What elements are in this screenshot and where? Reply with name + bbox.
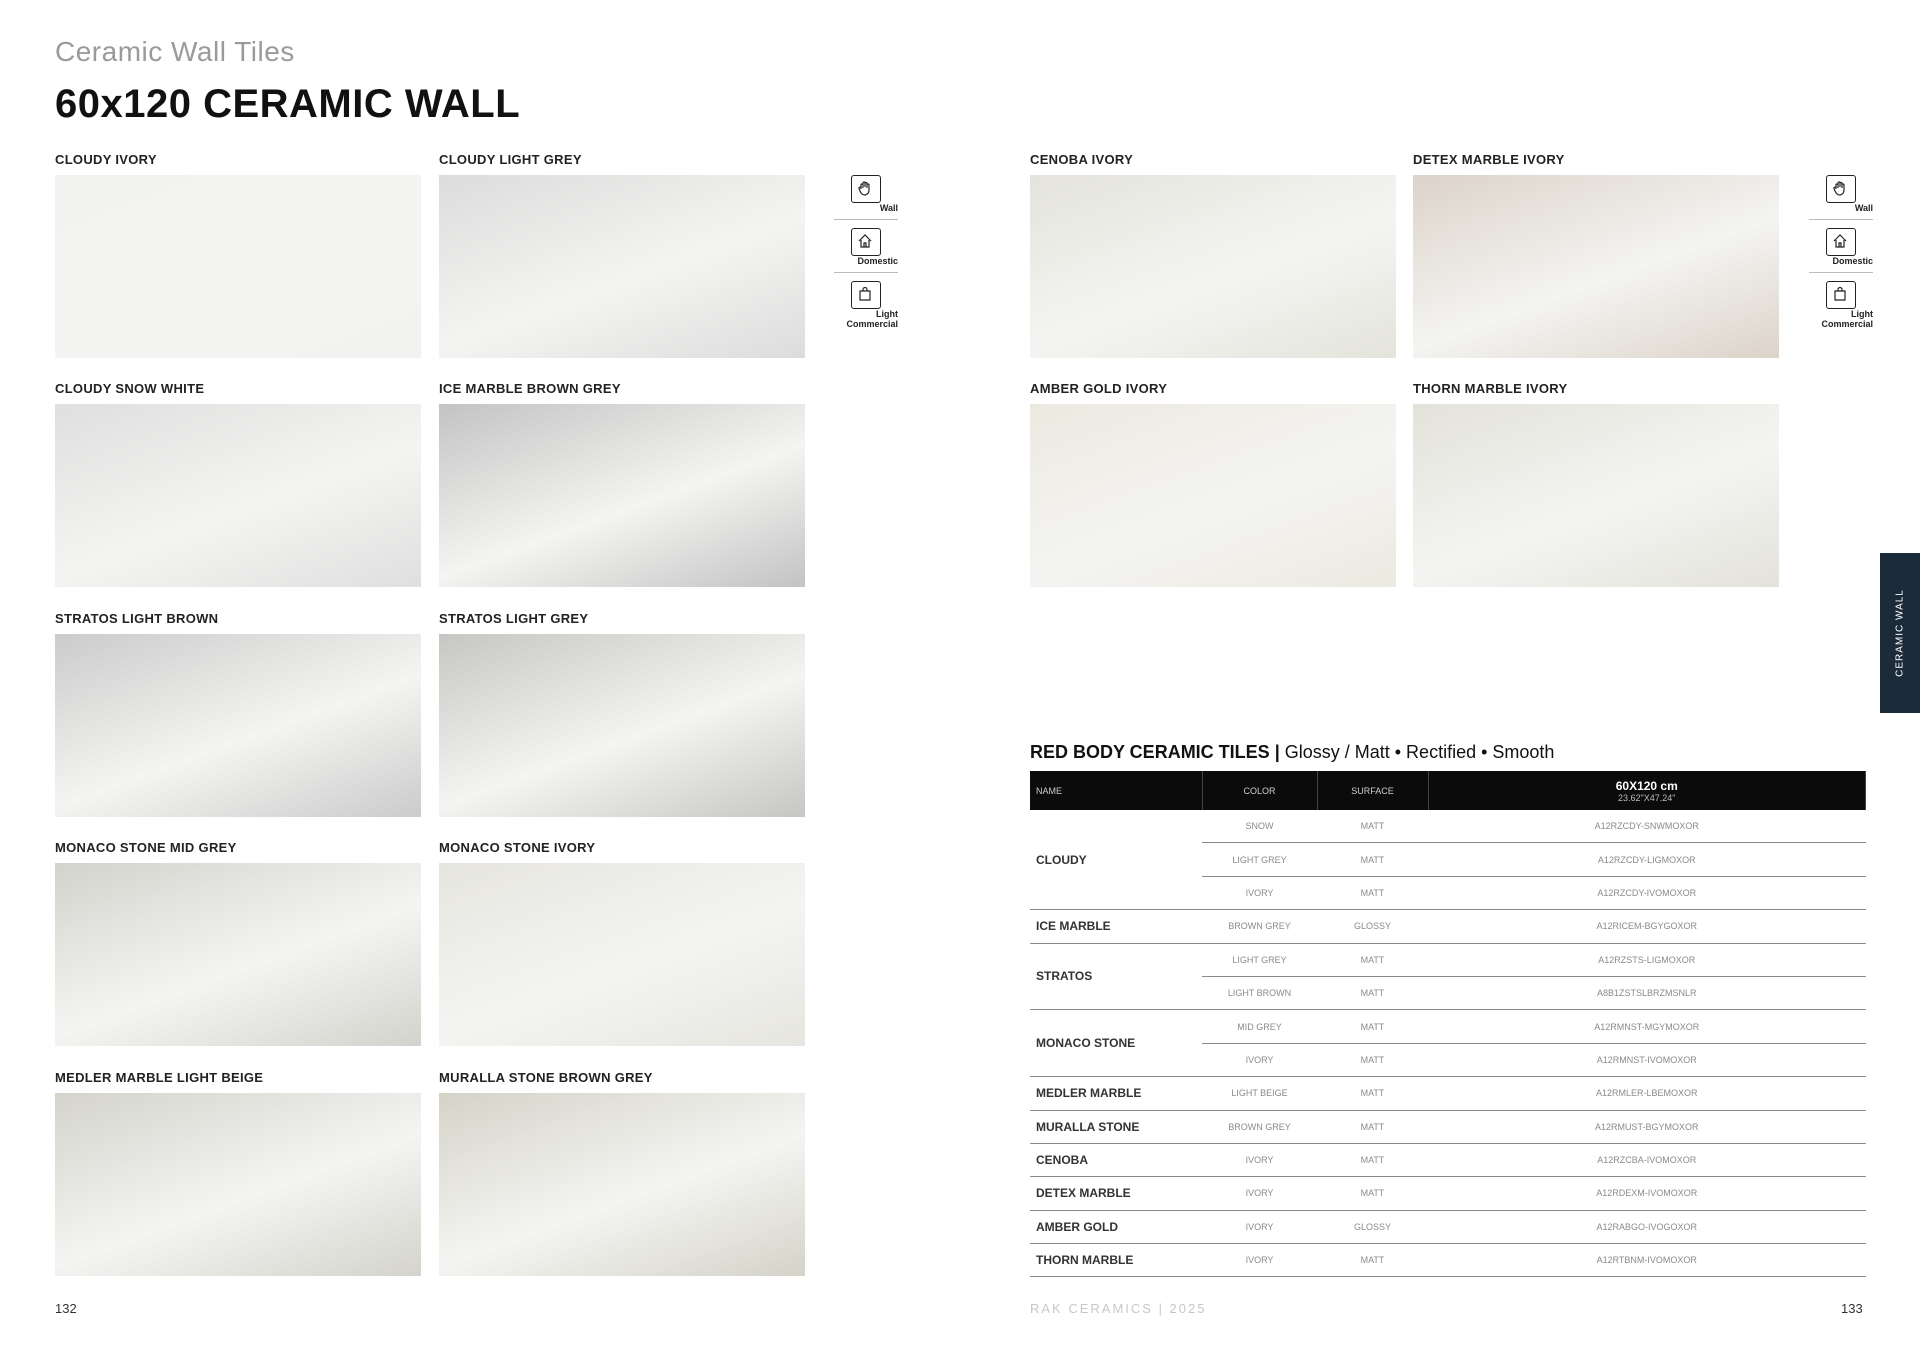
cell-color: BROWN GREY	[1202, 1110, 1317, 1143]
header-size	[1428, 771, 1866, 810]
cell-color: LIGHT BEIGE	[1202, 1077, 1317, 1110]
cell-code: A8B1ZSTSLBRZMSNLR	[1428, 976, 1866, 1009]
header-size-imperial: 23.62"X47.24"	[1618, 792, 1676, 803]
spec-table	[1030, 771, 1866, 1277]
cell-surface: MATT	[1317, 976, 1428, 1009]
cell-surface: MATT	[1317, 876, 1428, 909]
divider	[834, 219, 898, 220]
header-size-metric: 60X120 cm	[1615, 778, 1678, 793]
page-number-right: 133	[1841, 1301, 1863, 1316]
tile-card	[439, 152, 805, 358]
hand-icon	[851, 175, 881, 203]
cell-code: A12RZSTS-LIGMOXOR	[1428, 943, 1866, 976]
bag-icon	[851, 281, 881, 309]
table-row	[1030, 943, 1866, 976]
icon-caption: Wall	[879, 203, 898, 213]
tile-name: THORN MARBLE IVORY	[1413, 381, 1568, 396]
table-title-rest: Glossy / Matt • Rectified • Smooth	[1279, 742, 1555, 762]
house-icon	[851, 228, 881, 256]
tile-swatch	[55, 404, 421, 587]
header-name: NAME	[1030, 771, 1202, 810]
tile-card	[439, 611, 805, 817]
hand-icon	[1826, 175, 1856, 203]
cell-name: MURALLA STONE	[1030, 1110, 1202, 1143]
cell-surface: GLOSSY	[1317, 910, 1428, 943]
table-title-bold: RED BODY CERAMIC TILES |	[1030, 742, 1280, 762]
tile-card	[55, 1070, 421, 1276]
cell-name: MEDLER MARBLE	[1030, 1077, 1202, 1110]
page-title: 60x120 CERAMIC WALL	[55, 82, 521, 126]
cell-name: THORN MARBLE	[1030, 1244, 1202, 1277]
tile-name: STRATOS LIGHT BROWN	[55, 611, 219, 626]
cell-surface: MATT	[1317, 843, 1428, 876]
table-row	[1030, 810, 1866, 843]
section-subtitle: Ceramic Wall Tiles	[55, 36, 295, 67]
tile-card	[55, 611, 421, 817]
tile-name: STRATOS LIGHT GREY	[439, 611, 589, 626]
table-row	[1030, 1210, 1866, 1243]
cell-surface: GLOSSY	[1317, 1210, 1428, 1243]
cell-color: MID GREY	[1202, 1010, 1317, 1043]
cell-surface: MATT	[1317, 1143, 1428, 1176]
cell-surface: MATT	[1317, 1110, 1428, 1143]
cell-code: A12RMLER-LBEMOXOR	[1428, 1077, 1866, 1110]
tile-name: CENOBA IVORY	[1030, 152, 1134, 167]
footer-brand: RAK CERAMICS | 2025	[1030, 1301, 1207, 1316]
divider	[1809, 219, 1873, 220]
tile-card	[439, 1070, 805, 1276]
cell-surface: MATT	[1317, 943, 1428, 976]
cell-color: SNOW	[1202, 810, 1317, 843]
cell-code: A12RMNST-IVOMOXOR	[1428, 1043, 1866, 1076]
tile-name: CLOUDY IVORY	[55, 152, 157, 167]
tile-swatch	[55, 634, 421, 817]
table-row	[1030, 1143, 1866, 1176]
tile-card	[1413, 152, 1779, 358]
cell-color: IVORY	[1202, 1143, 1317, 1176]
tile-swatch	[1030, 404, 1396, 587]
cell-code: A12RZCDY-IVOMOXOR	[1428, 876, 1866, 909]
house-icon	[1826, 228, 1856, 256]
table-row	[1030, 1244, 1866, 1277]
tile-name: CLOUDY SNOW WHITE	[55, 381, 205, 396]
tile-swatch	[55, 175, 421, 358]
header-surface: SURFACE	[1317, 771, 1428, 810]
cell-code: A12RICEM-BGYGOXOR	[1428, 910, 1866, 943]
tile-swatch	[439, 863, 805, 1046]
page-number-left: 132	[55, 1301, 77, 1316]
tile-swatch	[439, 175, 805, 358]
cell-surface: MATT	[1317, 1244, 1428, 1277]
tile-name: MONACO STONE IVORY	[439, 840, 596, 855]
cell-color: IVORY	[1202, 876, 1317, 909]
section-side-tab[interactable]	[1880, 553, 1920, 713]
cell-surface: MATT	[1317, 1077, 1428, 1110]
usage-icons-right	[1809, 175, 1873, 329]
cell-surface: MATT	[1317, 810, 1428, 843]
cell-color: LIGHT GREY	[1202, 943, 1317, 976]
table-title	[1030, 742, 1554, 763]
tile-swatch	[55, 863, 421, 1046]
tile-swatch	[1413, 175, 1779, 358]
tile-card	[439, 381, 805, 587]
cell-surface: MATT	[1317, 1043, 1428, 1076]
spec-table-body	[1030, 810, 1866, 1277]
table-row	[1030, 1177, 1866, 1210]
icon-caption: Light Commercial	[1821, 309, 1873, 329]
table-row	[1030, 1077, 1866, 1110]
tile-card	[55, 152, 421, 358]
cell-color: IVORY	[1202, 1210, 1317, 1243]
table-row	[1030, 1010, 1866, 1043]
tile-swatch	[1413, 404, 1779, 587]
tile-card	[439, 840, 805, 1046]
tile-card	[55, 840, 421, 1046]
usage-icons-left	[834, 175, 898, 329]
icon-caption: Light Commercial	[846, 309, 898, 329]
cell-code: A12RMUST-BGYMOXOR	[1428, 1110, 1866, 1143]
tile-card	[1030, 152, 1396, 358]
cell-surface: MATT	[1317, 1177, 1428, 1210]
cell-name: CENOBA	[1030, 1143, 1202, 1176]
tile-name: CLOUDY LIGHT GREY	[439, 152, 582, 167]
cell-color: LIGHT GREY	[1202, 843, 1317, 876]
tile-name: MEDLER MARBLE LIGHT BEIGE	[55, 1070, 264, 1085]
tile-swatch	[439, 634, 805, 817]
tile-card	[55, 381, 421, 587]
tile-name: MONACO STONE MID GREY	[55, 840, 237, 855]
cell-surface: MATT	[1317, 1010, 1428, 1043]
cell-name: AMBER GOLD	[1030, 1210, 1202, 1243]
tile-name: DETEX MARBLE IVORY	[1413, 152, 1565, 167]
tile-swatch	[1030, 175, 1396, 358]
cell-name: CLOUDY	[1030, 810, 1202, 910]
cell-code: A12RZCDY-SNWMOXOR	[1428, 810, 1866, 843]
tile-swatch	[439, 1093, 805, 1276]
divider	[1809, 272, 1873, 273]
cell-color: IVORY	[1202, 1244, 1317, 1277]
divider	[834, 272, 898, 273]
tile-name: AMBER GOLD IVORY	[1030, 381, 1168, 396]
cell-name: STRATOS	[1030, 943, 1202, 1010]
cell-code: A12RTBNM-IVOMOXOR	[1428, 1244, 1866, 1277]
table-row	[1030, 1110, 1866, 1143]
cell-code: A12RZCBA-IVOMOXOR	[1428, 1143, 1866, 1176]
cell-color: IVORY	[1202, 1043, 1317, 1076]
cell-code: A12RABGO-IVOGOXOR	[1428, 1210, 1866, 1243]
table-row	[1030, 910, 1866, 943]
cell-name: DETEX MARBLE	[1030, 1177, 1202, 1210]
cell-color: LIGHT BROWN	[1202, 976, 1317, 1009]
cell-color: IVORY	[1202, 1177, 1317, 1210]
icon-caption: Domestic	[1832, 256, 1873, 266]
cell-code: A12RMNST-MGYMOXOR	[1428, 1010, 1866, 1043]
cell-name: ICE MARBLE	[1030, 910, 1202, 943]
header-color: COLOR	[1202, 771, 1317, 810]
side-tab-label: CERAMIC WALL	[1894, 589, 1906, 677]
cell-color: BROWN GREY	[1202, 910, 1317, 943]
tile-card	[1413, 381, 1779, 587]
tile-name: MURALLA STONE BROWN GREY	[439, 1070, 653, 1085]
icon-caption: Domestic	[857, 256, 898, 266]
tile-swatch	[55, 1093, 421, 1276]
cell-code: A12RDEXM-IVOMOXOR	[1428, 1177, 1866, 1210]
tile-card	[1030, 381, 1396, 587]
cell-code: A12RZCDY-LIGMOXOR	[1428, 843, 1866, 876]
cell-name: MONACO STONE	[1030, 1010, 1202, 1077]
tile-swatch	[439, 404, 805, 587]
bag-icon	[1826, 281, 1856, 309]
tile-name: ICE MARBLE BROWN GREY	[439, 381, 621, 396]
icon-caption: Wall	[1854, 203, 1873, 213]
